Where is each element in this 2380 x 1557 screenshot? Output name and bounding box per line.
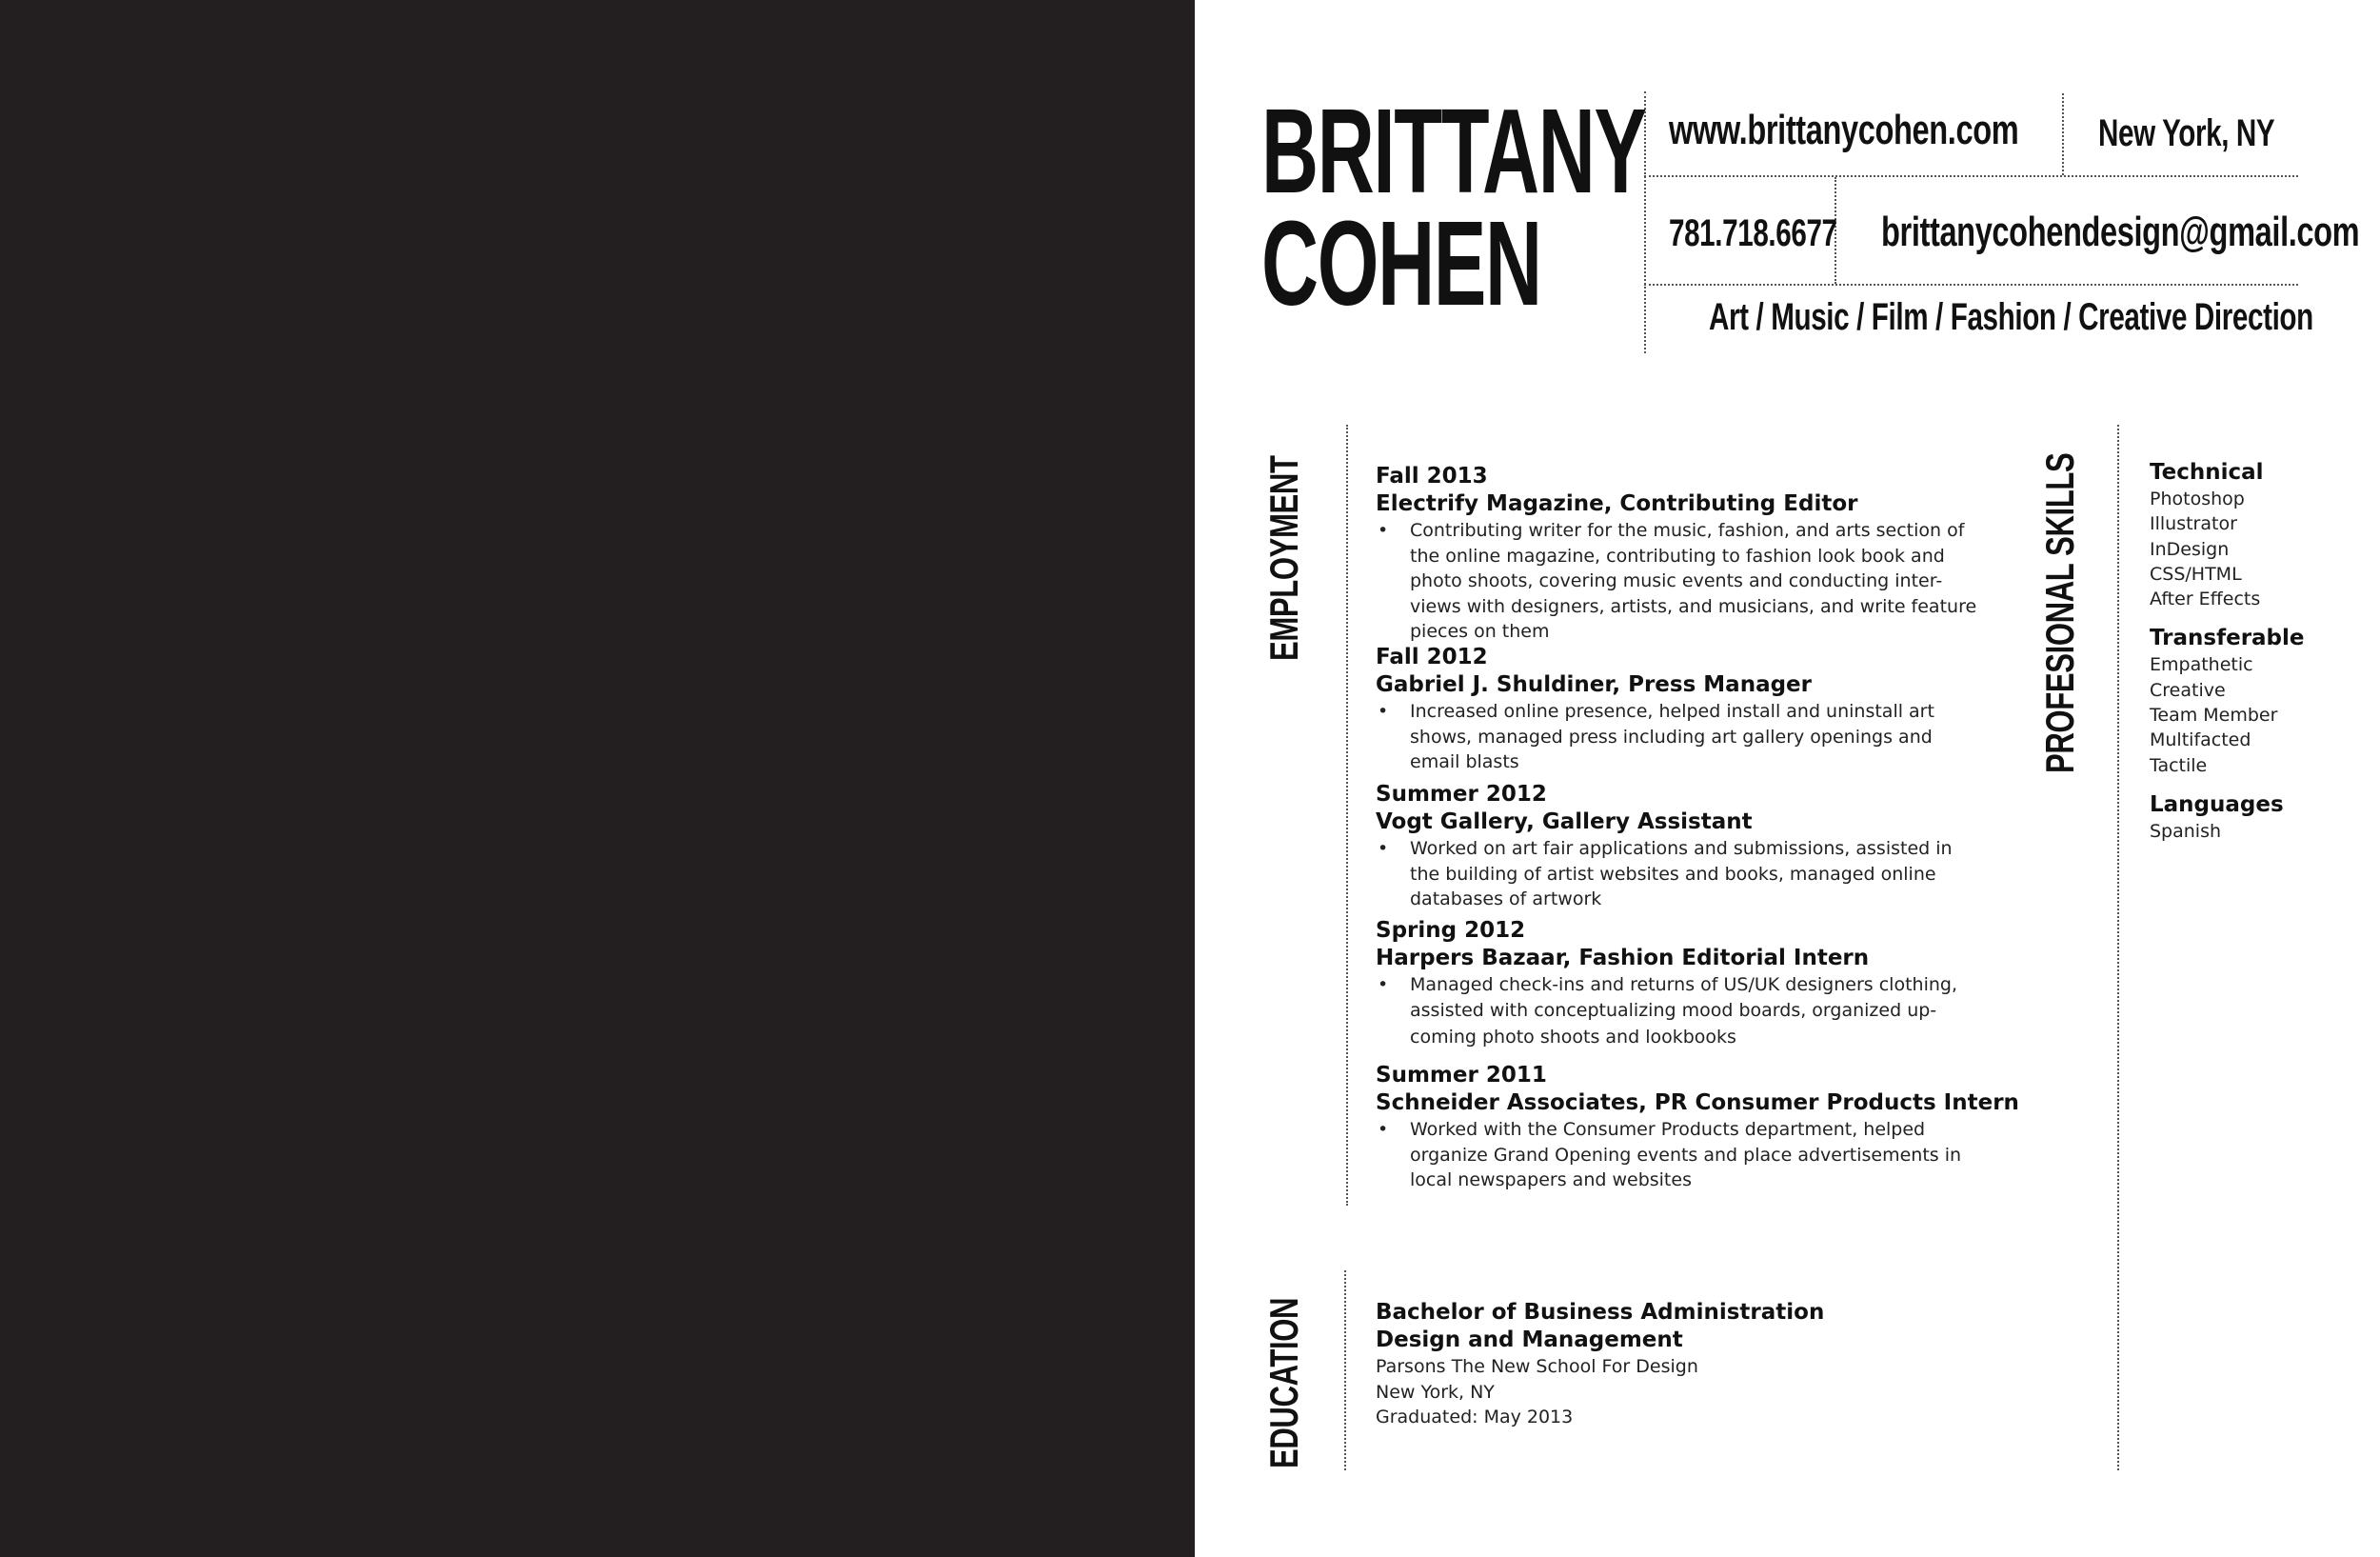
- description-line: databases of artwork: [1410, 888, 1602, 909]
- skill-heading: Languages: [2150, 791, 2284, 817]
- contact-phone[interactable]: 781.718.6677: [1669, 212, 1837, 254]
- entry-description: [1376, 1117, 2004, 1193]
- skill-item: Multifacted: [2150, 729, 2251, 751]
- entry-term: Spring 2012: [1376, 918, 1526, 943]
- entry-role: Gabriel J. Shuldiner, Press Manager: [1376, 672, 1813, 697]
- employment-entry: [1376, 781, 2004, 912]
- description-line: local newspapers and websites: [1410, 1169, 1692, 1190]
- skills-list: [2150, 459, 2369, 857]
- description-line: pieces on them: [1410, 621, 1550, 642]
- employment-entry: [1376, 1062, 2019, 1193]
- education-location: New York, NY: [1376, 1381, 1495, 1403]
- contact-divider-left: [1644, 91, 1646, 353]
- section-title-employment: EMPLOYMENT: [1261, 455, 1306, 661]
- education-graduated: Graduated: May 2013: [1376, 1407, 1574, 1427]
- bullet-glyph: •: [1378, 520, 1389, 541]
- name-last: COHEN: [1261, 196, 1541, 330]
- section-title-education: EDUCATION: [1261, 1297, 1306, 1468]
- employment-divider: [1346, 425, 1348, 1206]
- description-line: email blasts: [1410, 751, 1519, 772]
- section-title-skills: PROFESIONAL SKILLS: [2037, 452, 2082, 773]
- entry-description: [1376, 972, 2004, 1050]
- skill-item: CSS/HTML: [2150, 563, 2242, 585]
- description-line: shows, managed press including art gallery openings and: [1410, 726, 1933, 748]
- skill-item: After Effects: [2150, 589, 2261, 610]
- entry-term: Fall 2013: [1376, 464, 1488, 489]
- employment-entry: [1376, 644, 2004, 775]
- description-line: organize Grand Opening events and place advertisements in: [1410, 1144, 1962, 1166]
- description-line: Managed check-ins and returns of US/UK designers clothing,: [1410, 974, 1957, 995]
- entry-term: Fall 2012: [1376, 645, 1488, 669]
- skill-heading: Transferable: [2150, 626, 2305, 651]
- entry-description: [1376, 699, 2004, 775]
- description-line: Contributing writer for the music, fashion, and arts section of: [1410, 520, 1965, 541]
- entry-term: Summer 2012: [1376, 782, 1547, 807]
- contact-location: New York, NY: [2098, 112, 2275, 154]
- contact-divider-website: [2062, 93, 2064, 175]
- description-line: coming photo shoots and lookbooks: [1410, 1027, 1736, 1048]
- description-line: views with designers, artists, and musicians, and write feature: [1410, 595, 1977, 617]
- description-line: assisted with conceptualizing mood boards, organized up-: [1410, 999, 1937, 1021]
- description-line: Increased online presence, helped install and uninstall art: [1410, 701, 1934, 722]
- employment-entry: [1376, 917, 2004, 1050]
- skill-item: Tactile: [2150, 754, 2208, 776]
- skills-divider: [2117, 425, 2119, 1470]
- description-line: the building of artist websites and books, managed online: [1410, 863, 1936, 885]
- bullet-glyph: •: [1378, 1119, 1389, 1140]
- entry-description: [1376, 836, 2004, 912]
- skill-item: Empathetic: [2150, 654, 2253, 676]
- bullet-glyph: •: [1378, 974, 1389, 995]
- education-entry: [1376, 1299, 1909, 1430]
- skill-item: Photoshop: [2150, 489, 2245, 509]
- entry-role: Vogt Gallery, Gallery Assistant: [1376, 809, 1753, 834]
- contact-tagline: Art / Music / Film / Fashion / Creative Direction: [1709, 296, 2313, 338]
- skill-item: Spanish: [2150, 820, 2222, 842]
- bullet-glyph: •: [1378, 838, 1389, 859]
- education-degree: Bachelor of Business Administration: [1376, 1300, 1825, 1325]
- education-school: Parsons The New School For Design: [1376, 1356, 1698, 1377]
- contact-email[interactable]: brittanycohendesign@gmail.com: [1881, 209, 2360, 255]
- entry-role: Electrify Magazine, Contributing Editor: [1376, 491, 1858, 516]
- contact-rule-1: [1644, 175, 2298, 177]
- skill-item: Illustrator: [2150, 513, 2237, 535]
- description-line: Worked on art fair applications and submissions, assisted in: [1410, 838, 1953, 859]
- bullet-glyph: •: [1378, 701, 1389, 722]
- entry-term: Summer 2011: [1376, 1063, 1547, 1088]
- skill-group-transferable: [2150, 625, 2369, 777]
- entry-role: Harpers Bazaar, Fashion Editorial Intern: [1376, 946, 1870, 970]
- description-line: photo shoots, covering music events and conducting inter-: [1410, 570, 1943, 591]
- entry-role: Schneider Associates, PR Consumer Products Intern: [1376, 1090, 2019, 1115]
- education-major: Design and Management: [1376, 1327, 1683, 1352]
- employment-entry: [1376, 463, 2004, 645]
- skill-group-languages: [2150, 791, 2369, 844]
- skill-group-technical: [2150, 459, 2369, 611]
- description-line: Worked with the Consumer Products department, helped: [1410, 1119, 1926, 1140]
- name-first: BRITTANY: [1261, 84, 1646, 218]
- description-line: the online magazine, contributing to fashion look book and: [1410, 545, 1945, 567]
- entry-description: [1376, 518, 2004, 645]
- contact-website[interactable]: www.brittanycohen.com: [1669, 107, 2019, 153]
- skill-item: Creative: [2150, 679, 2226, 701]
- skill-heading: Technical: [2150, 460, 2264, 485]
- skill-item: Team Member: [2150, 705, 2278, 727]
- contact-rule-2: [1644, 284, 2298, 286]
- education-divider: [1344, 1270, 1346, 1470]
- skill-item: InDesign: [2150, 538, 2230, 560]
